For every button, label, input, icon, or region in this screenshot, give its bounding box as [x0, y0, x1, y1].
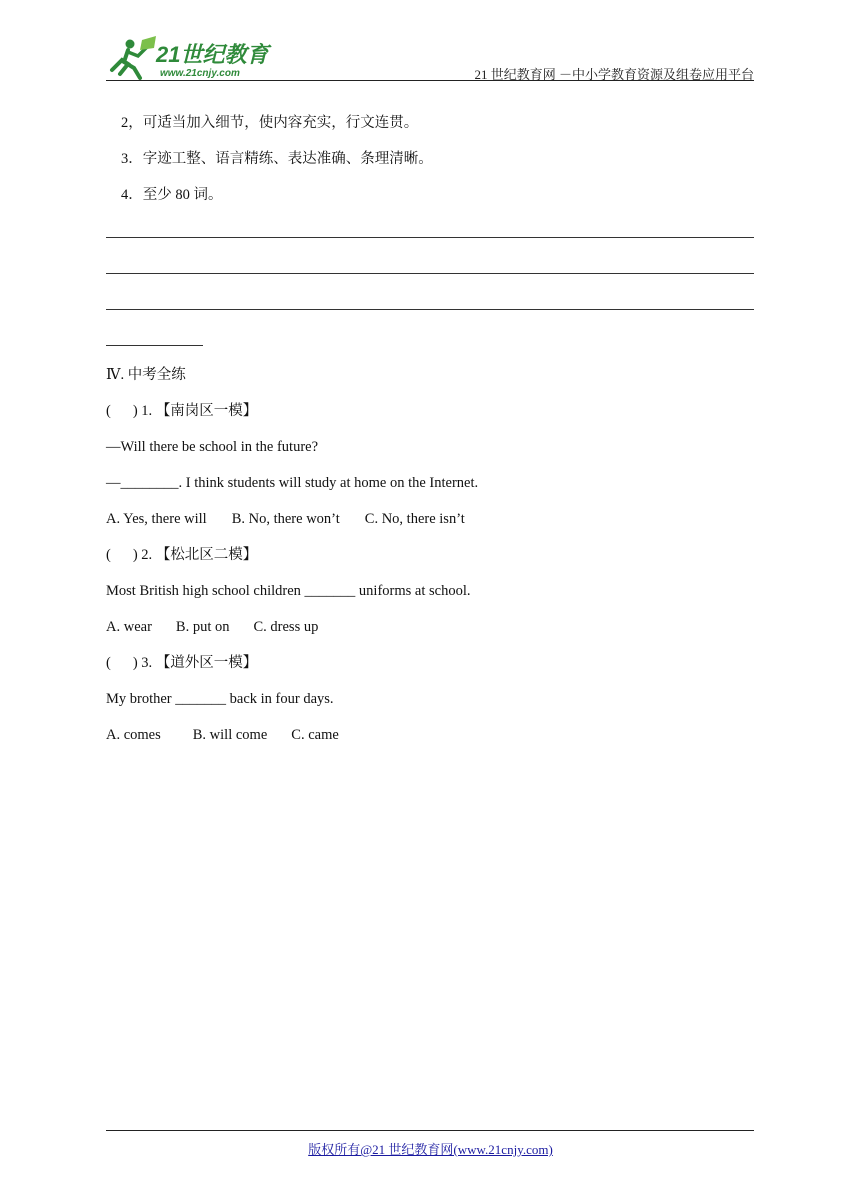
question-text: My brother _______ back in four days. [106, 691, 334, 707]
option-a: A. Yes, there will [106, 511, 207, 527]
requirement-4: 4．至少 80 词。 [121, 187, 223, 203]
option-c: C. No, there isn’t [364, 511, 465, 527]
answer-options [106, 618, 318, 636]
option-b: B. put on [175, 619, 230, 635]
answer-paren-open: ( [106, 655, 111, 671]
option-b: B. will come [192, 727, 268, 743]
question-header [106, 546, 257, 564]
option-b: B. No, there won’t [231, 511, 340, 527]
answer-line[interactable] [106, 273, 754, 274]
requirement-2: 2，可适当加入细节，使内容充实，行文连贯。 [121, 115, 419, 131]
answer-line[interactable] [106, 345, 203, 346]
question-source: 【道外区一模】 [155, 655, 258, 671]
section-title: Ⅳ. 中考全练 [106, 367, 186, 383]
requirement-3: 3．字迹工整、语言精练、表达准确、条理清晰。 [121, 151, 433, 167]
runner-icon [112, 36, 156, 78]
option-a: A. comes [106, 727, 161, 743]
header-tagline: 21 世纪教育网 －中小学教育资源及组卷应用平台 [474, 67, 754, 82]
option-c: C. came [291, 727, 339, 743]
question-number: ) 3. [132, 655, 153, 671]
logo-url: www.21cnjy.com [160, 68, 240, 79]
option-c: C. dress up [253, 619, 319, 635]
answer-line[interactable] [106, 309, 754, 310]
answer-options [106, 726, 339, 744]
answer-line[interactable] [106, 237, 754, 238]
question-header [106, 654, 257, 672]
answer-options [106, 510, 465, 528]
answer-paren-open: ( [106, 403, 111, 419]
question-text: —Will there be school in the future? [106, 439, 319, 455]
footer-divider [106, 1130, 754, 1131]
answer-paren-open: ( [106, 547, 111, 563]
question-text: —________. I think students will study at home on the Internet. [106, 475, 479, 491]
question-source: 【南岗区一模】 [155, 403, 258, 419]
copyright-link[interactable]: 版权所有@21 世纪教育网(www.21cnjy.com) [308, 1142, 553, 1157]
logo-wordmark: 21世纪教育 [156, 42, 269, 67]
question-number: ) 2. [132, 547, 153, 563]
question-number: ) 1. [132, 403, 153, 419]
question-text: Most British high school children _______ uniforms at school. [106, 583, 471, 599]
site-logo [106, 34, 286, 82]
option-a: A. wear [106, 619, 152, 635]
question-source: 【松北区二模】 [155, 547, 258, 563]
question-header [106, 402, 257, 420]
header-divider [106, 80, 754, 81]
